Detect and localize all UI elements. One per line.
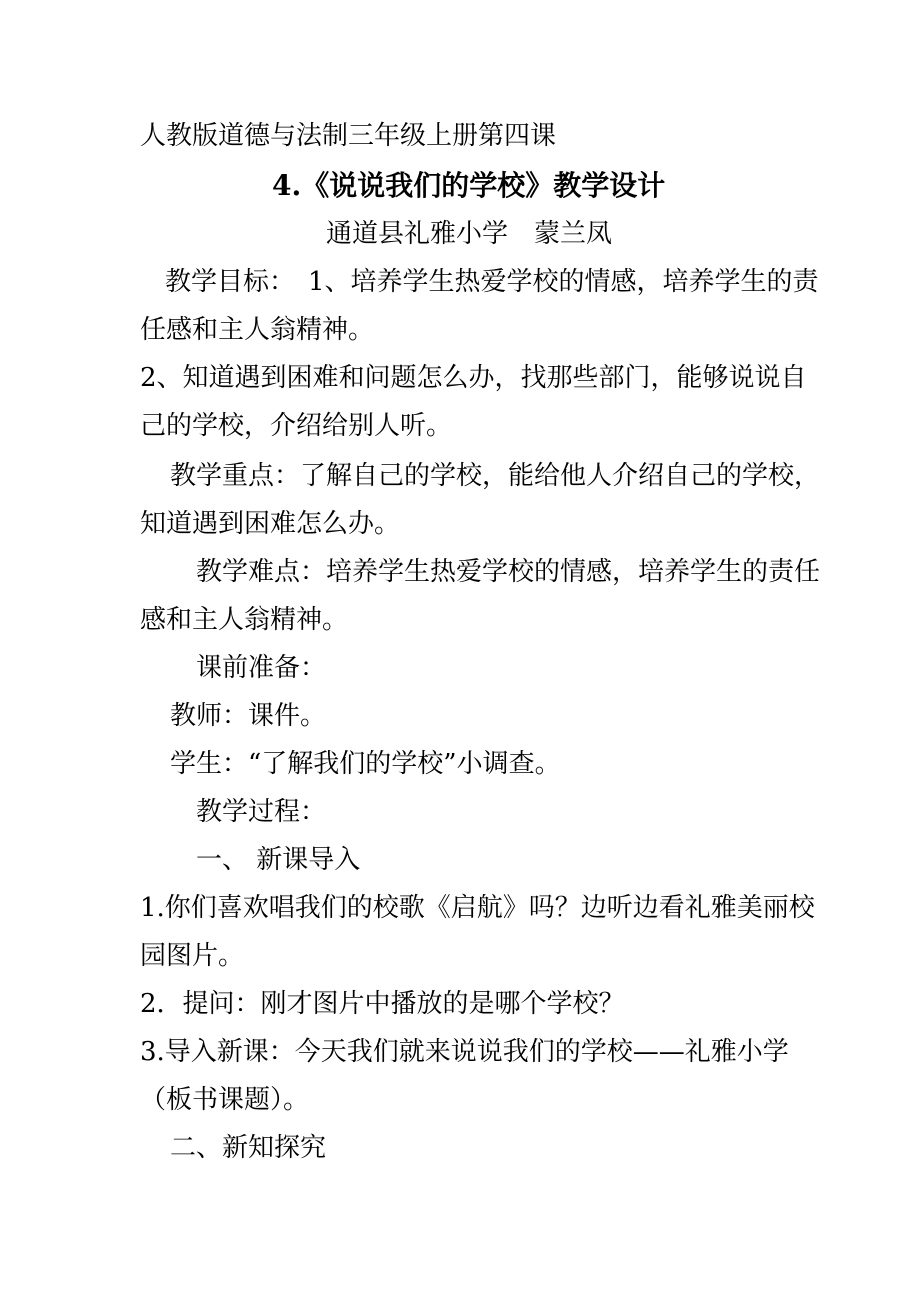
- preparation-heading: 课前准备：: [196, 653, 327, 683]
- teaching-goals-2-line-1: 2、知道遇到困难和问题怎么办，找那些部门，能够说说自: [140, 363, 807, 393]
- section-2-heading: 二、新知探究: [170, 1133, 327, 1163]
- document-title: 4.《说说我们的学校》教学设计: [272, 169, 666, 202]
- section-1-item-2: 2．提问：刚才图片中播放的是哪个学校？: [140, 989, 625, 1019]
- teaching-key-line-2: 知道遇到困难怎么办。: [140, 509, 401, 539]
- teaching-difficulty-line-2: 感和主人翁精神。: [140, 605, 349, 635]
- teaching-goals-line-1: 教学目标： 1、培养学生热爱学校的情感，培养学生的责: [165, 267, 819, 297]
- document-author: 通道县礼雅小学 蒙兰凤: [326, 219, 613, 249]
- document-header: 人教版道德与法制三年级上册第四课: [140, 121, 557, 151]
- teaching-key-line-1: 教学重点：了解自己的学校，能给他人介绍自己的学校，: [170, 461, 821, 491]
- teaching-process-heading: 教学过程：: [196, 797, 327, 827]
- preparation-student: 学生：“了解我们的学校”小调查。: [170, 749, 561, 779]
- section-1-item-1-line-1: 1.你们喜欢唱我们的校歌《启航》吗？边听边看礼雅美丽校: [140, 893, 815, 923]
- section-1-item-1-line-2: 园图片。: [140, 941, 245, 971]
- section-1-item-3-line-1: 3.导入新课：今天我们就来说说我们的学校——礼雅小学: [140, 1037, 789, 1067]
- teaching-goals-2-line-2: 己的学校，介绍给别人听。: [140, 411, 453, 441]
- section-1-heading: 一、 新课导入: [196, 845, 361, 875]
- teaching-goals-line-2: 任感和主人翁精神。: [140, 315, 375, 345]
- preparation-teacher: 教师：课件。: [170, 701, 327, 731]
- section-1-item-3-line-2: （板书课题）。: [140, 1085, 310, 1115]
- teaching-difficulty-line-1: 教学难点：培养学生热爱学校的情感，培养学生的责任: [196, 557, 821, 587]
